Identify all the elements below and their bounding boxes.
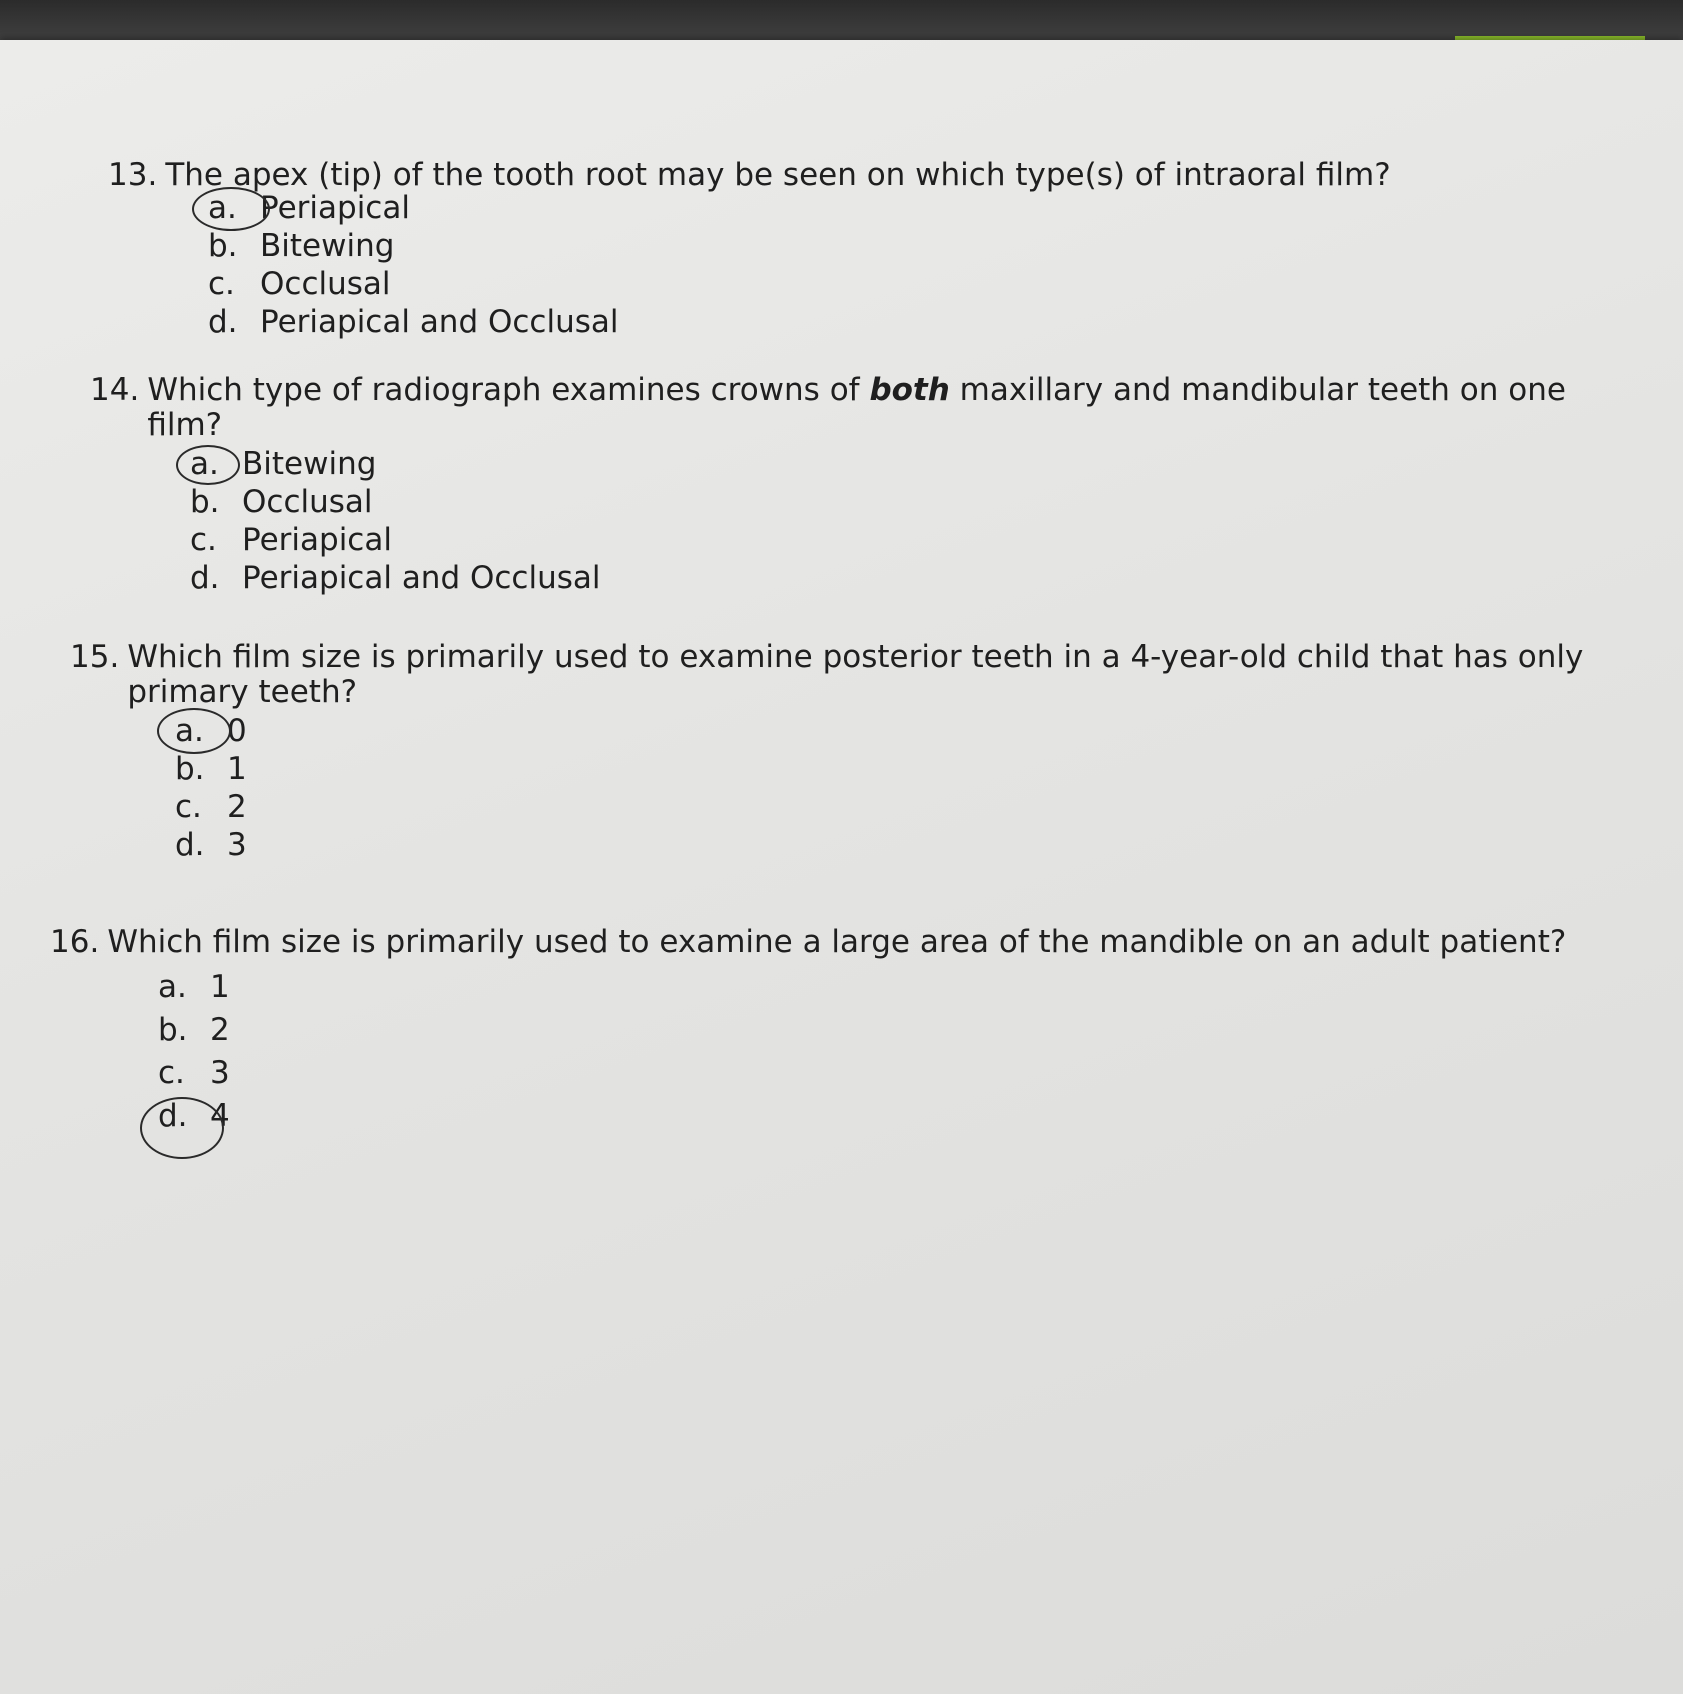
question-text-part: Which type of radiograph examines crowns of xyxy=(147,372,870,408)
option-text: 3 xyxy=(210,1055,230,1091)
question-number: 13. xyxy=(108,157,158,193)
option-letter: c. xyxy=(158,1055,185,1091)
option-text: 2 xyxy=(210,1012,230,1048)
option-text: Bitewing xyxy=(242,445,377,482)
option-d[interactable] xyxy=(175,826,1590,864)
question-number: 15. xyxy=(70,639,120,675)
question-14 xyxy=(90,373,1590,597)
option-text: 0 xyxy=(227,712,247,749)
option-c[interactable] xyxy=(175,788,1590,826)
option-d[interactable] xyxy=(208,303,1408,341)
option-b[interactable] xyxy=(208,227,1408,265)
question-15 xyxy=(70,640,1590,864)
question-text-part: maxillary and mandibular teeth on one film? xyxy=(147,372,1566,443)
option-c[interactable] xyxy=(158,1052,1570,1095)
answer-options xyxy=(158,966,1570,1138)
option-text: 4 xyxy=(210,1098,230,1134)
option-d[interactable] xyxy=(158,1095,1570,1138)
option-text: Occlusal xyxy=(242,483,373,520)
option-text: Bitewing xyxy=(260,227,395,264)
option-text: 3 xyxy=(227,826,247,863)
option-text: Periapical xyxy=(260,189,410,226)
option-letter: b. xyxy=(175,750,205,787)
option-text: Periapical xyxy=(242,521,392,558)
question-16 xyxy=(50,925,1570,1138)
option-text: Periapical and Occlusal xyxy=(242,559,601,596)
option-letter: b. xyxy=(158,1012,188,1048)
worksheet-page xyxy=(0,40,1683,1694)
option-text: 2 xyxy=(227,788,247,825)
option-letter: a. xyxy=(158,969,187,1005)
option-text: Periapical and Occlusal xyxy=(260,303,619,340)
option-letter: b. xyxy=(190,483,220,520)
option-b[interactable] xyxy=(175,750,1590,788)
option-text: 1 xyxy=(210,969,230,1005)
option-letter: a. xyxy=(190,445,219,482)
option-letter: a. xyxy=(175,712,204,749)
option-letter: d. xyxy=(190,559,220,596)
option-letter: c. xyxy=(175,788,202,825)
option-letter: d. xyxy=(158,1098,188,1134)
option-a[interactable] xyxy=(190,445,1590,483)
option-a[interactable] xyxy=(158,966,1570,1009)
option-letter: c. xyxy=(190,521,217,558)
emphasis-word: both xyxy=(869,372,950,408)
option-text: 1 xyxy=(227,750,247,787)
question-13 xyxy=(108,158,1408,341)
option-b[interactable] xyxy=(158,1009,1570,1052)
question-text: Which film size is primarily used to examine posterior teeth in a 4-year-old child that has only primary teeth? xyxy=(127,639,1584,710)
option-d[interactable] xyxy=(190,559,1590,597)
question-number: 16. xyxy=(50,924,100,960)
option-a[interactable] xyxy=(208,189,1408,227)
option-c[interactable] xyxy=(208,265,1408,303)
option-letter: b. xyxy=(208,227,238,264)
question-text xyxy=(147,373,1590,443)
option-a[interactable] xyxy=(175,712,1590,750)
option-text: Occlusal xyxy=(260,265,391,302)
answer-options xyxy=(190,445,1590,597)
option-letter: d. xyxy=(175,826,205,863)
question-number: 14. xyxy=(90,372,140,408)
option-letter: d. xyxy=(208,303,238,340)
option-b[interactable] xyxy=(190,483,1590,521)
option-letter: c. xyxy=(208,265,235,302)
option-c[interactable] xyxy=(190,521,1590,559)
answer-options xyxy=(175,712,1590,864)
question-text: The apex (tip) of the tooth root may be seen on which type(s) of intraoral film? xyxy=(165,157,1391,193)
question-text: Which film size is primarily used to examine a large area of the mandible on an adult patient? xyxy=(107,924,1567,960)
option-letter: a. xyxy=(208,189,237,226)
answer-options xyxy=(208,189,1408,341)
